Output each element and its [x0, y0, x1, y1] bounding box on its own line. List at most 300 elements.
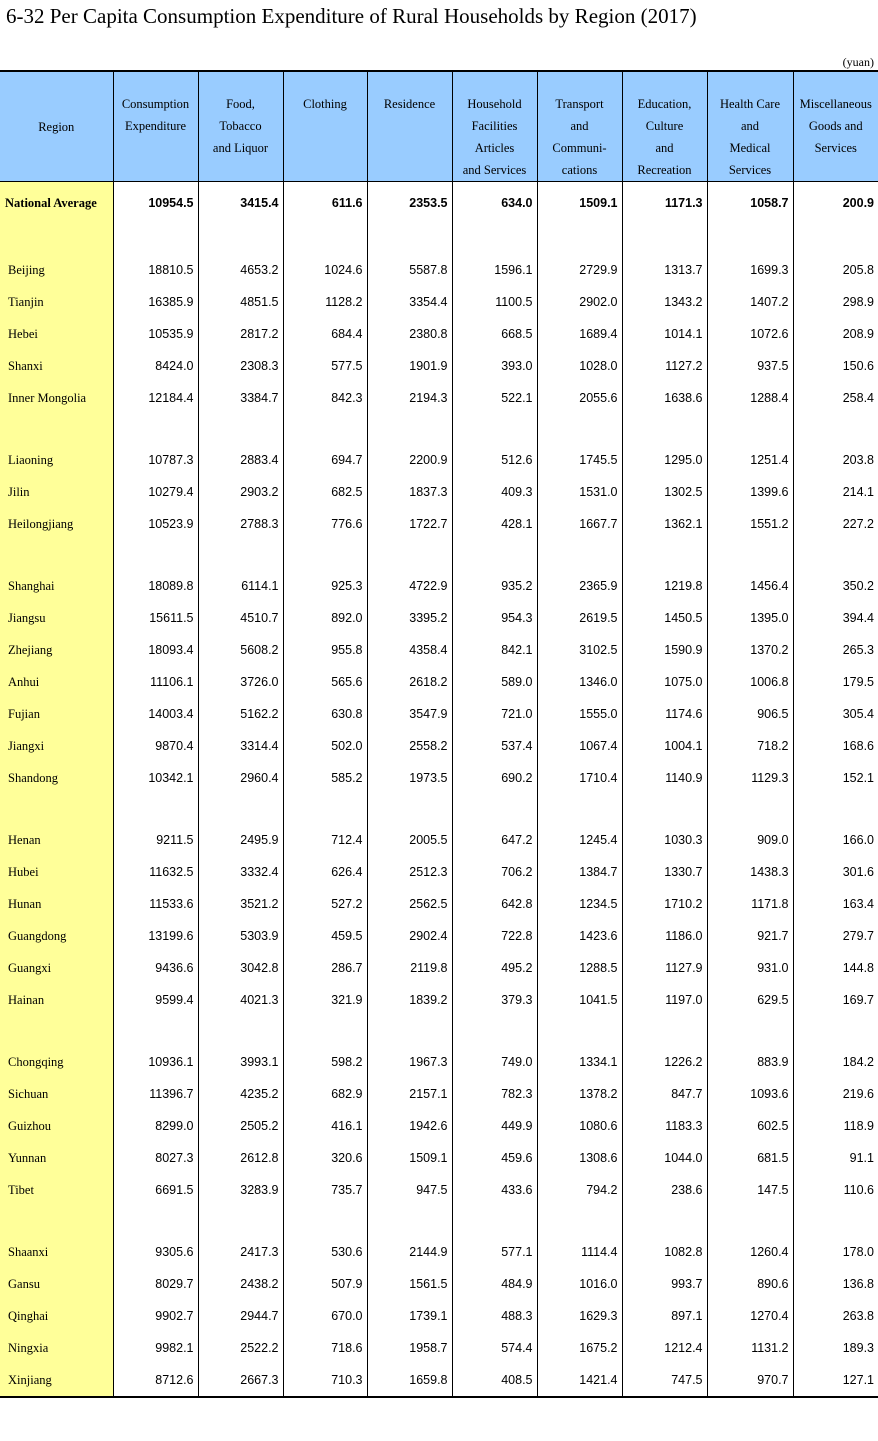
- value-cell: 8027.3: [113, 1142, 198, 1174]
- column-header-line: and: [740, 119, 760, 133]
- column-header-label: [455, 72, 535, 181]
- page-title: 6-32 Per Capita Consumption Expenditure of Rural Households by Region (2017): [6, 4, 697, 28]
- value-cell: 305.4: [793, 698, 878, 730]
- value-cell: 495.2: [452, 952, 537, 984]
- column-header-label: [2, 116, 111, 138]
- value-cell: 10936.1: [113, 1046, 198, 1078]
- spacer-cell: [198, 1016, 283, 1046]
- spacer-cell: [622, 540, 707, 570]
- value-cell: 1407.2: [707, 286, 793, 318]
- column-header-line: Communi-: [552, 141, 607, 155]
- value-cell: 2667.3: [198, 1364, 283, 1397]
- value-cell: 219.6: [793, 1078, 878, 1110]
- table-row: [0, 634, 878, 666]
- column-header: [198, 71, 283, 182]
- value-cell: 2817.2: [198, 318, 283, 350]
- value-cell: 722.8: [452, 920, 537, 952]
- value-cell: 1343.2: [622, 286, 707, 318]
- table-row: [0, 888, 878, 920]
- value-cell: 136.8: [793, 1268, 878, 1300]
- value-cell: 2512.3: [367, 856, 452, 888]
- table-row: [0, 508, 878, 540]
- column-header: [452, 71, 537, 182]
- value-cell: 565.6: [283, 666, 367, 698]
- value-cell: 2729.9: [537, 254, 622, 286]
- spacer-cell: [537, 1206, 622, 1236]
- column-header-line: Transport: [555, 97, 604, 111]
- column-header-line: cations: [561, 163, 598, 177]
- value-cell: 8712.6: [113, 1364, 198, 1397]
- value-cell: 301.6: [793, 856, 878, 888]
- column-header-label: [370, 72, 450, 115]
- value-cell: 3726.0: [198, 666, 283, 698]
- column-header: [113, 71, 198, 182]
- value-cell: 227.2: [793, 508, 878, 540]
- value-cell: 18089.8: [113, 570, 198, 602]
- spacer-cell: [707, 1206, 793, 1236]
- value-cell: 842.3: [283, 382, 367, 414]
- value-cell: 1667.7: [537, 508, 622, 540]
- table-row: [0, 952, 878, 984]
- value-cell: 15611.5: [113, 602, 198, 634]
- value-cell: 1370.2: [707, 634, 793, 666]
- value-cell: 1006.8: [707, 666, 793, 698]
- value-cell: 3102.5: [537, 634, 622, 666]
- value-cell: 1456.4: [707, 570, 793, 602]
- value-cell: 527.2: [283, 888, 367, 920]
- value-cell: 1710.2: [622, 888, 707, 920]
- column-header-line: Medical: [729, 141, 771, 155]
- value-cell: 1302.5: [622, 476, 707, 508]
- spacer-cell: [367, 540, 452, 570]
- spacer-cell: [793, 794, 878, 824]
- value-cell: 110.6: [793, 1174, 878, 1206]
- value-cell: 238.6: [622, 1174, 707, 1206]
- spacer-cell: [537, 224, 622, 254]
- value-cell: 163.4: [793, 888, 878, 920]
- table-row: [0, 1046, 878, 1078]
- column-header-line: and Liquor: [212, 141, 269, 155]
- value-cell: 2119.8: [367, 952, 452, 984]
- value-cell: 2788.3: [198, 508, 283, 540]
- value-cell: 4653.2: [198, 254, 283, 286]
- spacer-cell: [367, 414, 452, 444]
- value-cell: 18093.4: [113, 634, 198, 666]
- value-cell: 205.8: [793, 254, 878, 286]
- spacer-cell: [113, 794, 198, 824]
- group-spacer: [0, 414, 878, 444]
- value-cell: 1140.9: [622, 762, 707, 794]
- value-cell: 1260.4: [707, 1236, 793, 1268]
- value-cell: 630.8: [283, 698, 367, 730]
- value-cell: 5303.9: [198, 920, 283, 952]
- column-header: [367, 71, 452, 182]
- spacer-cell: [0, 414, 113, 444]
- value-cell: 2308.3: [198, 350, 283, 382]
- value-cell: 954.3: [452, 602, 537, 634]
- table-row: [0, 1078, 878, 1110]
- column-header-line: Household: [467, 97, 522, 111]
- region-cell: Shanxi: [0, 350, 113, 382]
- value-cell: 1058.7: [707, 182, 793, 225]
- column-header-label: [710, 72, 791, 181]
- region-cell: Jiangxi: [0, 730, 113, 762]
- national-average-row: [0, 182, 878, 225]
- spacer-cell: [113, 1016, 198, 1046]
- value-cell: 409.3: [452, 476, 537, 508]
- group-spacer: [0, 1206, 878, 1236]
- value-cell: 2438.2: [198, 1268, 283, 1300]
- value-cell: 2144.9: [367, 1236, 452, 1268]
- column-header-line: Services: [728, 163, 772, 177]
- value-cell: 1384.7: [537, 856, 622, 888]
- value-cell: 1251.4: [707, 444, 793, 476]
- value-cell: 626.4: [283, 856, 367, 888]
- table-row: [0, 1236, 878, 1268]
- region-cell: National Average: [0, 182, 113, 225]
- value-cell: 883.9: [707, 1046, 793, 1078]
- header-row: [0, 71, 878, 182]
- value-cell: 718.6: [283, 1332, 367, 1364]
- column-header-line: Food,: [226, 97, 255, 111]
- value-cell: 1295.0: [622, 444, 707, 476]
- spacer-cell: [452, 224, 537, 254]
- value-cell: 1722.7: [367, 508, 452, 540]
- spacer-cell: [367, 224, 452, 254]
- spacer-cell: [452, 540, 537, 570]
- value-cell: 897.1: [622, 1300, 707, 1332]
- value-cell: 2157.1: [367, 1078, 452, 1110]
- table-row: [0, 730, 878, 762]
- value-cell: 4235.2: [198, 1078, 283, 1110]
- spacer-cell: [622, 414, 707, 444]
- value-cell: 2200.9: [367, 444, 452, 476]
- value-cell: 1555.0: [537, 698, 622, 730]
- table-row: [0, 984, 878, 1016]
- value-cell: 735.7: [283, 1174, 367, 1206]
- spacer-cell: [283, 1016, 367, 1046]
- value-cell: 9982.1: [113, 1332, 198, 1364]
- value-cell: 1395.0: [707, 602, 793, 634]
- spacer-cell: [707, 794, 793, 824]
- value-cell: 1596.1: [452, 254, 537, 286]
- table-row: [0, 856, 878, 888]
- value-cell: 4021.3: [198, 984, 283, 1016]
- value-cell: 2417.3: [198, 1236, 283, 1268]
- spacer-cell: [0, 540, 113, 570]
- value-cell: 681.5: [707, 1142, 793, 1174]
- spacer-cell: [0, 794, 113, 824]
- spacer-cell: [622, 224, 707, 254]
- region-cell: Jiangsu: [0, 602, 113, 634]
- value-cell: 3354.4: [367, 286, 452, 318]
- value-cell: 9436.6: [113, 952, 198, 984]
- value-cell: 10535.9: [113, 318, 198, 350]
- value-cell: 512.6: [452, 444, 537, 476]
- value-cell: 1171.8: [707, 888, 793, 920]
- region-cell: Chongqing: [0, 1046, 113, 1078]
- value-cell: 1186.0: [622, 920, 707, 952]
- spacer-cell: [452, 794, 537, 824]
- region-cell: Shandong: [0, 762, 113, 794]
- value-cell: 484.9: [452, 1268, 537, 1300]
- value-cell: 602.5: [707, 1110, 793, 1142]
- value-cell: 214.1: [793, 476, 878, 508]
- region-cell: Ningxia: [0, 1332, 113, 1364]
- value-cell: 935.2: [452, 570, 537, 602]
- value-cell: 179.5: [793, 666, 878, 698]
- region-cell: Hubei: [0, 856, 113, 888]
- value-cell: 379.3: [452, 984, 537, 1016]
- value-cell: 9902.7: [113, 1300, 198, 1332]
- value-cell: 169.7: [793, 984, 878, 1016]
- spacer-cell: [0, 1206, 113, 1236]
- value-cell: 1174.6: [622, 698, 707, 730]
- value-cell: 2495.9: [198, 824, 283, 856]
- value-cell: 2558.2: [367, 730, 452, 762]
- spacer-cell: [283, 1206, 367, 1236]
- spacer-cell: [113, 1206, 198, 1236]
- value-cell: 91.1: [793, 1142, 878, 1174]
- region-cell: Heilongjiang: [0, 508, 113, 540]
- value-cell: 794.2: [537, 1174, 622, 1206]
- value-cell: 4722.9: [367, 570, 452, 602]
- value-cell: 350.2: [793, 570, 878, 602]
- value-cell: 3283.9: [198, 1174, 283, 1206]
- value-cell: 4358.4: [367, 634, 452, 666]
- value-cell: 118.9: [793, 1110, 878, 1142]
- value-cell: 747.5: [622, 1364, 707, 1397]
- value-cell: 574.4: [452, 1332, 537, 1364]
- column-header-line: Consumption: [121, 97, 190, 111]
- value-cell: 10342.1: [113, 762, 198, 794]
- value-cell: 668.5: [452, 318, 537, 350]
- value-cell: 1659.8: [367, 1364, 452, 1397]
- value-cell: 2055.6: [537, 382, 622, 414]
- column-header-line: Region: [38, 119, 75, 134]
- value-cell: 10523.9: [113, 508, 198, 540]
- value-cell: 8299.0: [113, 1110, 198, 1142]
- value-cell: 925.3: [283, 570, 367, 602]
- value-cell: 416.1: [283, 1110, 367, 1142]
- value-cell: 1080.6: [537, 1110, 622, 1142]
- region-cell: Shanghai: [0, 570, 113, 602]
- value-cell: 712.4: [283, 824, 367, 856]
- column-header-line: Residence: [383, 97, 436, 111]
- value-cell: 577.1: [452, 1236, 537, 1268]
- column-header-label: [286, 72, 365, 115]
- value-cell: 642.8: [452, 888, 537, 920]
- value-cell: 1044.0: [622, 1142, 707, 1174]
- region-cell: Anhui: [0, 666, 113, 698]
- value-cell: 8029.7: [113, 1268, 198, 1300]
- region-cell: Hebei: [0, 318, 113, 350]
- value-cell: 6114.1: [198, 570, 283, 602]
- value-cell: 842.1: [452, 634, 537, 666]
- value-cell: 11106.1: [113, 666, 198, 698]
- value-cell: 1270.4: [707, 1300, 793, 1332]
- value-cell: 2612.8: [198, 1142, 283, 1174]
- value-cell: 1041.5: [537, 984, 622, 1016]
- table-row: [0, 286, 878, 318]
- group-spacer: [0, 794, 878, 824]
- value-cell: 1114.4: [537, 1236, 622, 1268]
- column-header-line: Goods and: [808, 119, 863, 133]
- region-cell: Shaanxi: [0, 1236, 113, 1268]
- value-cell: 2960.4: [198, 762, 283, 794]
- value-cell: 906.5: [707, 698, 793, 730]
- value-cell: 1016.0: [537, 1268, 622, 1300]
- region-cell: Zhejiang: [0, 634, 113, 666]
- value-cell: 682.9: [283, 1078, 367, 1110]
- value-cell: 1450.5: [622, 602, 707, 634]
- value-cell: 11632.5: [113, 856, 198, 888]
- column-header-line: and Services: [462, 163, 527, 177]
- column-header-label: [796, 72, 877, 159]
- value-cell: 1024.6: [283, 254, 367, 286]
- table-row: [0, 318, 878, 350]
- value-cell: 393.0: [452, 350, 537, 382]
- value-cell: 1234.5: [537, 888, 622, 920]
- table-row: [0, 1332, 878, 1364]
- value-cell: 1082.8: [622, 1236, 707, 1268]
- value-cell: 909.0: [707, 824, 793, 856]
- value-cell: 5608.2: [198, 634, 283, 666]
- value-cell: 1004.1: [622, 730, 707, 762]
- value-cell: 4510.7: [198, 602, 283, 634]
- spacer-cell: [113, 414, 198, 444]
- table-row: [0, 1268, 878, 1300]
- value-cell: 670.0: [283, 1300, 367, 1332]
- spacer-cell: [452, 1016, 537, 1046]
- value-cell: 6691.5: [113, 1174, 198, 1206]
- column-header: [622, 71, 707, 182]
- value-cell: 1131.2: [707, 1332, 793, 1364]
- value-cell: 1346.0: [537, 666, 622, 698]
- region-cell: Qinghai: [0, 1300, 113, 1332]
- value-cell: 585.2: [283, 762, 367, 794]
- value-cell: 178.0: [793, 1236, 878, 1268]
- table-row: [0, 1110, 878, 1142]
- value-cell: 502.0: [283, 730, 367, 762]
- value-cell: 1183.3: [622, 1110, 707, 1142]
- column-header-line: Services: [814, 141, 857, 155]
- value-cell: 2365.9: [537, 570, 622, 602]
- value-cell: 10954.5: [113, 182, 198, 225]
- value-cell: 279.7: [793, 920, 878, 952]
- value-cell: 921.7: [707, 920, 793, 952]
- value-cell: 2619.5: [537, 602, 622, 634]
- region-cell: Tibet: [0, 1174, 113, 1206]
- value-cell: 611.6: [283, 182, 367, 225]
- value-cell: 3395.2: [367, 602, 452, 634]
- value-cell: 147.5: [707, 1174, 793, 1206]
- value-cell: 9870.4: [113, 730, 198, 762]
- value-cell: 258.4: [793, 382, 878, 414]
- value-cell: 488.3: [452, 1300, 537, 1332]
- spacer-cell: [367, 794, 452, 824]
- value-cell: 13199.6: [113, 920, 198, 952]
- value-cell: 11396.7: [113, 1078, 198, 1110]
- value-cell: 144.8: [793, 952, 878, 984]
- spacer-cell: [707, 540, 793, 570]
- value-cell: 955.8: [283, 634, 367, 666]
- value-cell: 718.2: [707, 730, 793, 762]
- value-cell: 1072.6: [707, 318, 793, 350]
- value-cell: 12184.4: [113, 382, 198, 414]
- table-row: [0, 762, 878, 794]
- spacer-cell: [113, 224, 198, 254]
- spacer-cell: [198, 540, 283, 570]
- region-cell: Xinjiang: [0, 1364, 113, 1397]
- spacer-cell: [707, 414, 793, 444]
- value-cell: 3993.1: [198, 1046, 283, 1078]
- value-cell: 2522.2: [198, 1332, 283, 1364]
- value-cell: 127.1: [793, 1364, 878, 1397]
- region-cell: Inner Mongolia: [0, 382, 113, 414]
- value-cell: 530.6: [283, 1236, 367, 1268]
- value-cell: 1551.2: [707, 508, 793, 540]
- value-cell: 1067.4: [537, 730, 622, 762]
- value-cell: 1423.6: [537, 920, 622, 952]
- value-cell: 1509.1: [367, 1142, 452, 1174]
- value-cell: 5162.2: [198, 698, 283, 730]
- value-cell: 1014.1: [622, 318, 707, 350]
- value-cell: 937.5: [707, 350, 793, 382]
- value-cell: 189.3: [793, 1332, 878, 1364]
- table-row: [0, 824, 878, 856]
- value-cell: 993.7: [622, 1268, 707, 1300]
- region-cell: Hunan: [0, 888, 113, 920]
- expenditure-table: [0, 70, 878, 1398]
- value-cell: 1689.4: [537, 318, 622, 350]
- value-cell: 2944.7: [198, 1300, 283, 1332]
- value-cell: 1973.5: [367, 762, 452, 794]
- spacer-cell: [0, 224, 113, 254]
- value-cell: 16385.9: [113, 286, 198, 318]
- group-spacer: [0, 1016, 878, 1046]
- spacer-cell: [198, 414, 283, 444]
- value-cell: 208.9: [793, 318, 878, 350]
- table-header: [0, 71, 878, 182]
- value-cell: 1288.5: [537, 952, 622, 984]
- value-cell: 1638.6: [622, 382, 707, 414]
- value-cell: 694.7: [283, 444, 367, 476]
- value-cell: 684.4: [283, 318, 367, 350]
- value-cell: 3547.9: [367, 698, 452, 730]
- value-cell: 263.8: [793, 1300, 878, 1332]
- column-header-line: Recreation: [637, 163, 692, 177]
- spacer-cell: [537, 794, 622, 824]
- table-row: [0, 602, 878, 634]
- region-cell: Jilin: [0, 476, 113, 508]
- value-cell: 892.0: [283, 602, 367, 634]
- value-cell: 18810.5: [113, 254, 198, 286]
- spacer-cell: [367, 1206, 452, 1236]
- value-cell: 1093.6: [707, 1078, 793, 1110]
- spacer-cell: [283, 794, 367, 824]
- value-cell: 9305.6: [113, 1236, 198, 1268]
- table-row: [0, 1174, 878, 1206]
- value-cell: 2380.8: [367, 318, 452, 350]
- table-row: [0, 570, 878, 602]
- value-cell: 1958.7: [367, 1332, 452, 1364]
- column-header-line: Facilities: [471, 119, 518, 133]
- value-cell: 200.9: [793, 182, 878, 225]
- value-cell: 1942.6: [367, 1110, 452, 1142]
- value-cell: 598.2: [283, 1046, 367, 1078]
- spacer-cell: [537, 1016, 622, 1046]
